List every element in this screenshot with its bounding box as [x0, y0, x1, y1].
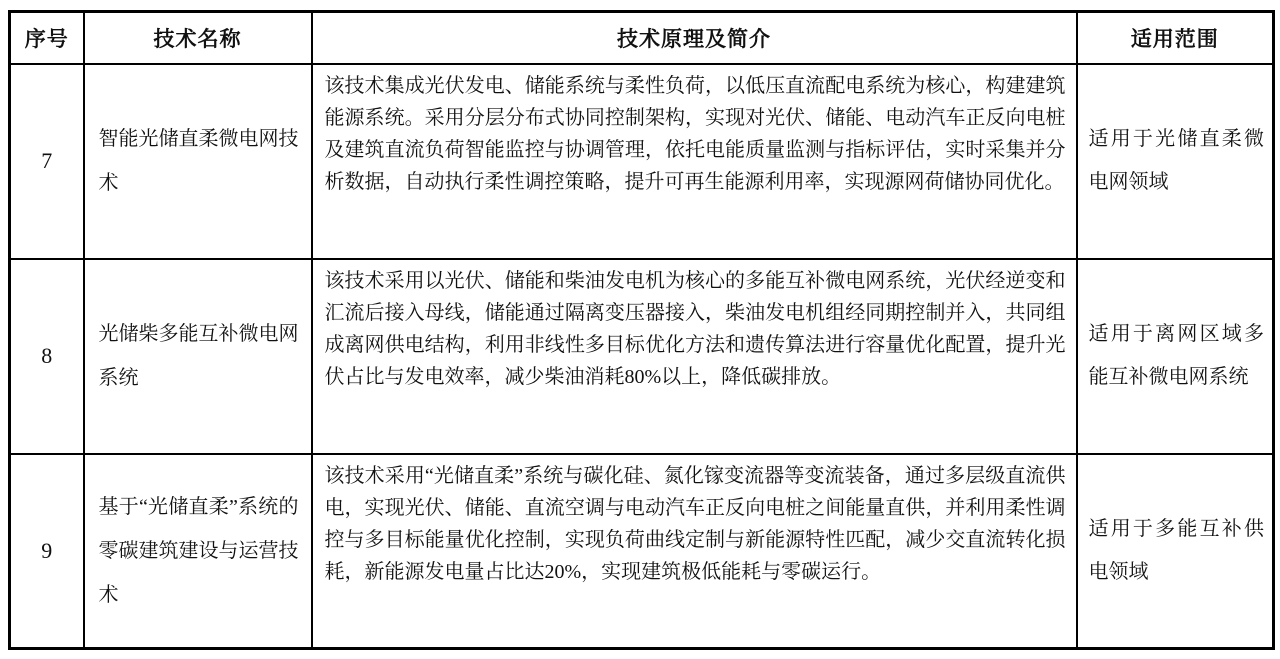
row8-applicable-scope: 适用于离网区域多能互补微电网系统	[1077, 259, 1274, 454]
header-principle-description: 技术原理及简介	[312, 12, 1077, 64]
table-row	[10, 454, 1274, 649]
row8-technology-name: 光储柴多能互补微电网系统	[84, 259, 312, 454]
header-serial-number: 序号	[10, 12, 84, 64]
row8-principle-description: 该技术采用以光伏、储能和柴油发电机为核心的多能互补微电网系统，光伏经逆变和汇流后接入母线，储能通过隔离变压器接入，柴油发电机组经同期控制并入，共同组成离网供电结构，利用非线性多目标优化方法和遗传算法进行容量优化配置，提升光伏占比与发电效率，减少柴油消耗80%以上，降低碳排放。	[312, 259, 1077, 454]
row8-serial-number: 8	[10, 259, 84, 454]
table-row	[10, 259, 1274, 454]
header-applicable-scope: 适用范围	[1077, 12, 1274, 64]
row7-technology-name: 智能光储直柔微电网技术	[84, 64, 312, 259]
table-header-row	[10, 12, 1274, 64]
technology-table	[8, 10, 1275, 650]
row9-principle-description: 该技术采用“光储直柔”系统与碳化硅、氮化镓变流器等变流装备，通过多层级直流供电，实现光伏、储能、直流空调与电动汽车正反向电桩之间能量直供，并利用柔性调控与多目标能量优化控制，实现负荷曲线定制与新能源特性匹配，减少交直流转化损耗，新能源发电量占比达20%，实现建筑极低能耗与零碳运行。	[312, 454, 1077, 649]
row7-serial-number: 7	[10, 64, 84, 259]
header-technology-name: 技术名称	[84, 12, 312, 64]
row9-technology-name: 基于“光储直柔”系统的零碳建筑建设与运营技术	[84, 454, 312, 649]
row7-principle-description: 该技术集成光伏发电、储能系统与柔性负荷，以低压直流配电系统为核心，构建建筑能源系统。采用分层分布式协同控制架构，实现对光伏、储能、电动汽车正反向电桩及建筑直流负荷智能监控与协调管理，依托电能质量监测与指标评估，实时采集并分析数据，自动执行柔性调控策略，提升可再生能源利用率，实现源网荷储协同优化。	[312, 64, 1077, 259]
row9-serial-number: 9	[10, 454, 84, 649]
row7-applicable-scope: 适用于光储直柔微电网领域	[1077, 64, 1274, 259]
row9-applicable-scope: 适用于多能互补供电领域	[1077, 454, 1274, 649]
table-row	[10, 64, 1274, 259]
